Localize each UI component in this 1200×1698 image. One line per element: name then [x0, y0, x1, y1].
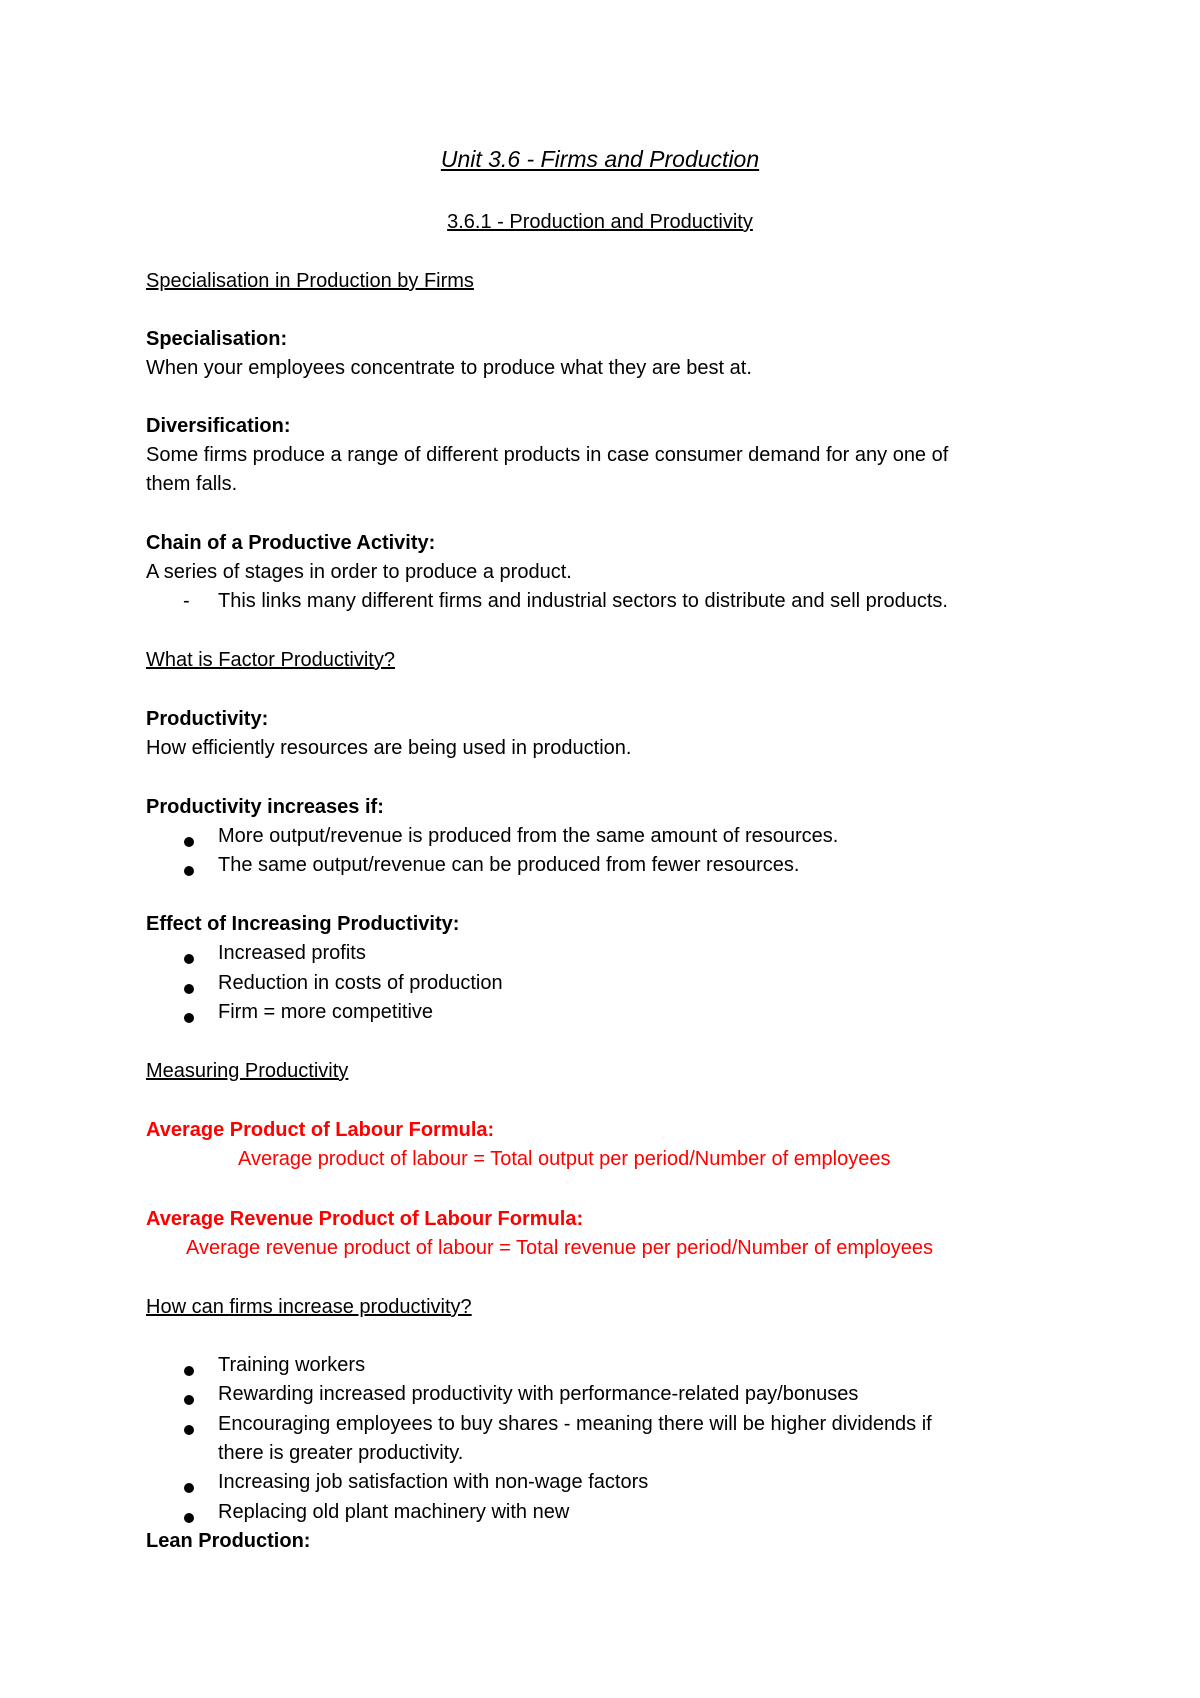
- productivity-text: How efficiently resources are being used in production.: [146, 737, 632, 759]
- bullet-icon: [184, 1366, 194, 1376]
- specialisation-label: Specialisation:: [146, 328, 288, 350]
- document-title: Unit 3.6 - Firms and Production: [440, 146, 760, 172]
- productivity-increases-label: Productivity increases if:: [146, 796, 384, 818]
- list-item: Training workers: [218, 1354, 366, 1376]
- effect-label: Effect of Increasing Productivity:: [146, 913, 460, 935]
- list-item: Increased profits: [218, 942, 366, 964]
- specialisation-heading: Specialisation in Production by Firms: [146, 270, 474, 292]
- chain-text: A series of stages in order to produce a product.: [146, 561, 572, 583]
- list-item: Encouraging employees to buy shares - meaning there will be higher dividends if: [218, 1413, 932, 1435]
- bullet-icon: [184, 866, 194, 876]
- bullet-icon: [184, 1483, 194, 1493]
- arpl-formula: Average revenue product of labour = Total revenue per period/Number of employees: [186, 1237, 933, 1259]
- list-item: Replacing old plant machinery with new: [218, 1501, 570, 1523]
- chain-dash-item: This links many different firms and industrial sectors to distribute and sell products.: [218, 590, 948, 612]
- bullet-icon: [184, 1425, 194, 1435]
- bullet-icon: [184, 1513, 194, 1523]
- bullet-icon: [184, 1013, 194, 1023]
- dash-marker: -: [183, 590, 190, 612]
- bullet-icon: [184, 837, 194, 847]
- list-item: Rewarding increased productivity with performance-related pay/bonuses: [218, 1383, 859, 1405]
- list-item: Reduction in costs of production: [218, 972, 503, 994]
- diversification-text-line-1: Some firms produce a range of different products in case consumer demand for any one of: [146, 444, 949, 466]
- apl-formula: Average product of labour = Total output per period/Number of employees: [238, 1148, 891, 1170]
- apl-formula-label: Average Product of Labour Formula:: [146, 1119, 495, 1141]
- arpl-formula-label: Average Revenue Product of Labour Formula:: [146, 1208, 584, 1230]
- measuring-heading: Measuring Productivity: [146, 1060, 349, 1082]
- productivity-label: Productivity:: [146, 708, 269, 730]
- diversification-text-line-2: them falls.: [146, 473, 238, 495]
- bullet-icon: [184, 984, 194, 994]
- list-item: Increasing job satisfaction with non-wage factors: [218, 1471, 649, 1493]
- specialisation-text: When your employees concentrate to produce what they are best at.: [146, 357, 752, 379]
- list-item-continuation: there is greater productivity.: [218, 1442, 464, 1464]
- factor-productivity-heading: What is Factor Productivity?: [146, 649, 395, 671]
- list-item: More output/revenue is produced from the same amount of resources.: [218, 825, 839, 847]
- bullet-icon: [184, 1395, 194, 1405]
- chain-label: Chain of a Productive Activity:: [146, 532, 436, 554]
- bullet-icon: [184, 954, 194, 964]
- list-item: Firm = more competitive: [218, 1001, 434, 1023]
- section-heading: 3.6.1 - Production and Productivity: [447, 211, 753, 233]
- diversification-label: Diversification:: [146, 415, 291, 437]
- lean-production-label: Lean Production:: [146, 1530, 311, 1552]
- list-item: The same output/revenue can be produced from fewer resources.: [218, 854, 800, 876]
- increase-productivity-heading: How can firms increase productivity?: [146, 1296, 472, 1318]
